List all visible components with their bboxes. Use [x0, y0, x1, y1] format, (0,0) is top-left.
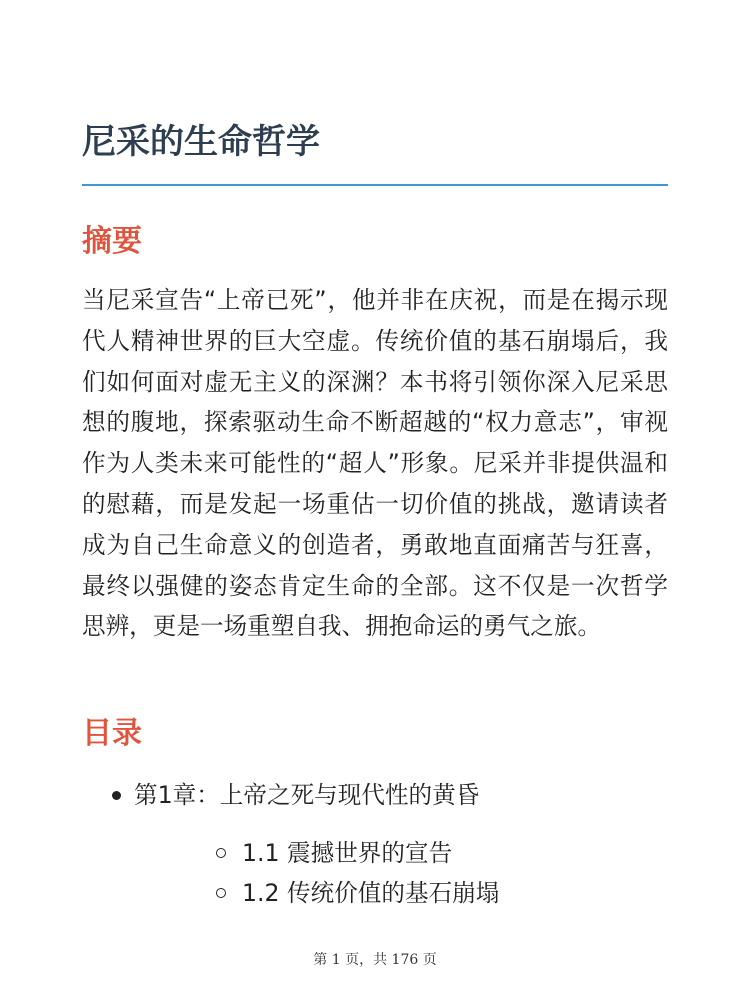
bullet-icon — [112, 791, 121, 800]
table-of-contents — [82, 775, 668, 913]
toc-section-label: 1.1 震撼世界的宣告 — [242, 839, 453, 867]
document-title: 尼采的生命哲学 — [82, 122, 320, 162]
abstract-heading: 摘要 — [82, 224, 142, 259]
page-number-footer: 第 1 页，共 176 页 — [313, 952, 437, 968]
toc-section-label: 1.2 传统价值的基石崩塌 — [242, 879, 500, 907]
circle-bullet-icon — [216, 848, 226, 858]
title-divider — [82, 184, 668, 186]
toc-section-1-2 — [134, 873, 668, 913]
toc-chapter-1-sections — [134, 833, 668, 913]
abstract-paragraph: 当尼采宣告“上帝已死”，他并非在庆祝，而是在揭示现代人精神世界的巨大空虚。传统价值的基石崩塌后，我们如何面对虚无主义的深渊？本书将引领你深入尼采思想的腹地，探索驱动生命不断超越的“权力意志”，审视作为人类未来可能性的“超人”形象。尼采并非提供温和的慰藉，而是发起一场重估一切价值的挑战，邀请读者成为自己生命意义的创造者，勇敢地直面痛苦与狂喜，最终以强健的姿态肯定生命的全部。这不仅是一次哲学思辨，更是一场重塑自我、拥抱命运的勇气之旅。 — [82, 286, 668, 641]
toc-chapter-1 — [82, 775, 668, 913]
toc-section-1-1 — [134, 833, 668, 873]
toc-chapter-label: 第1章：上帝之死与现代性的黄昏 — [134, 781, 480, 809]
circle-bullet-icon — [216, 888, 226, 898]
toc-heading: 目录 — [82, 716, 142, 751]
